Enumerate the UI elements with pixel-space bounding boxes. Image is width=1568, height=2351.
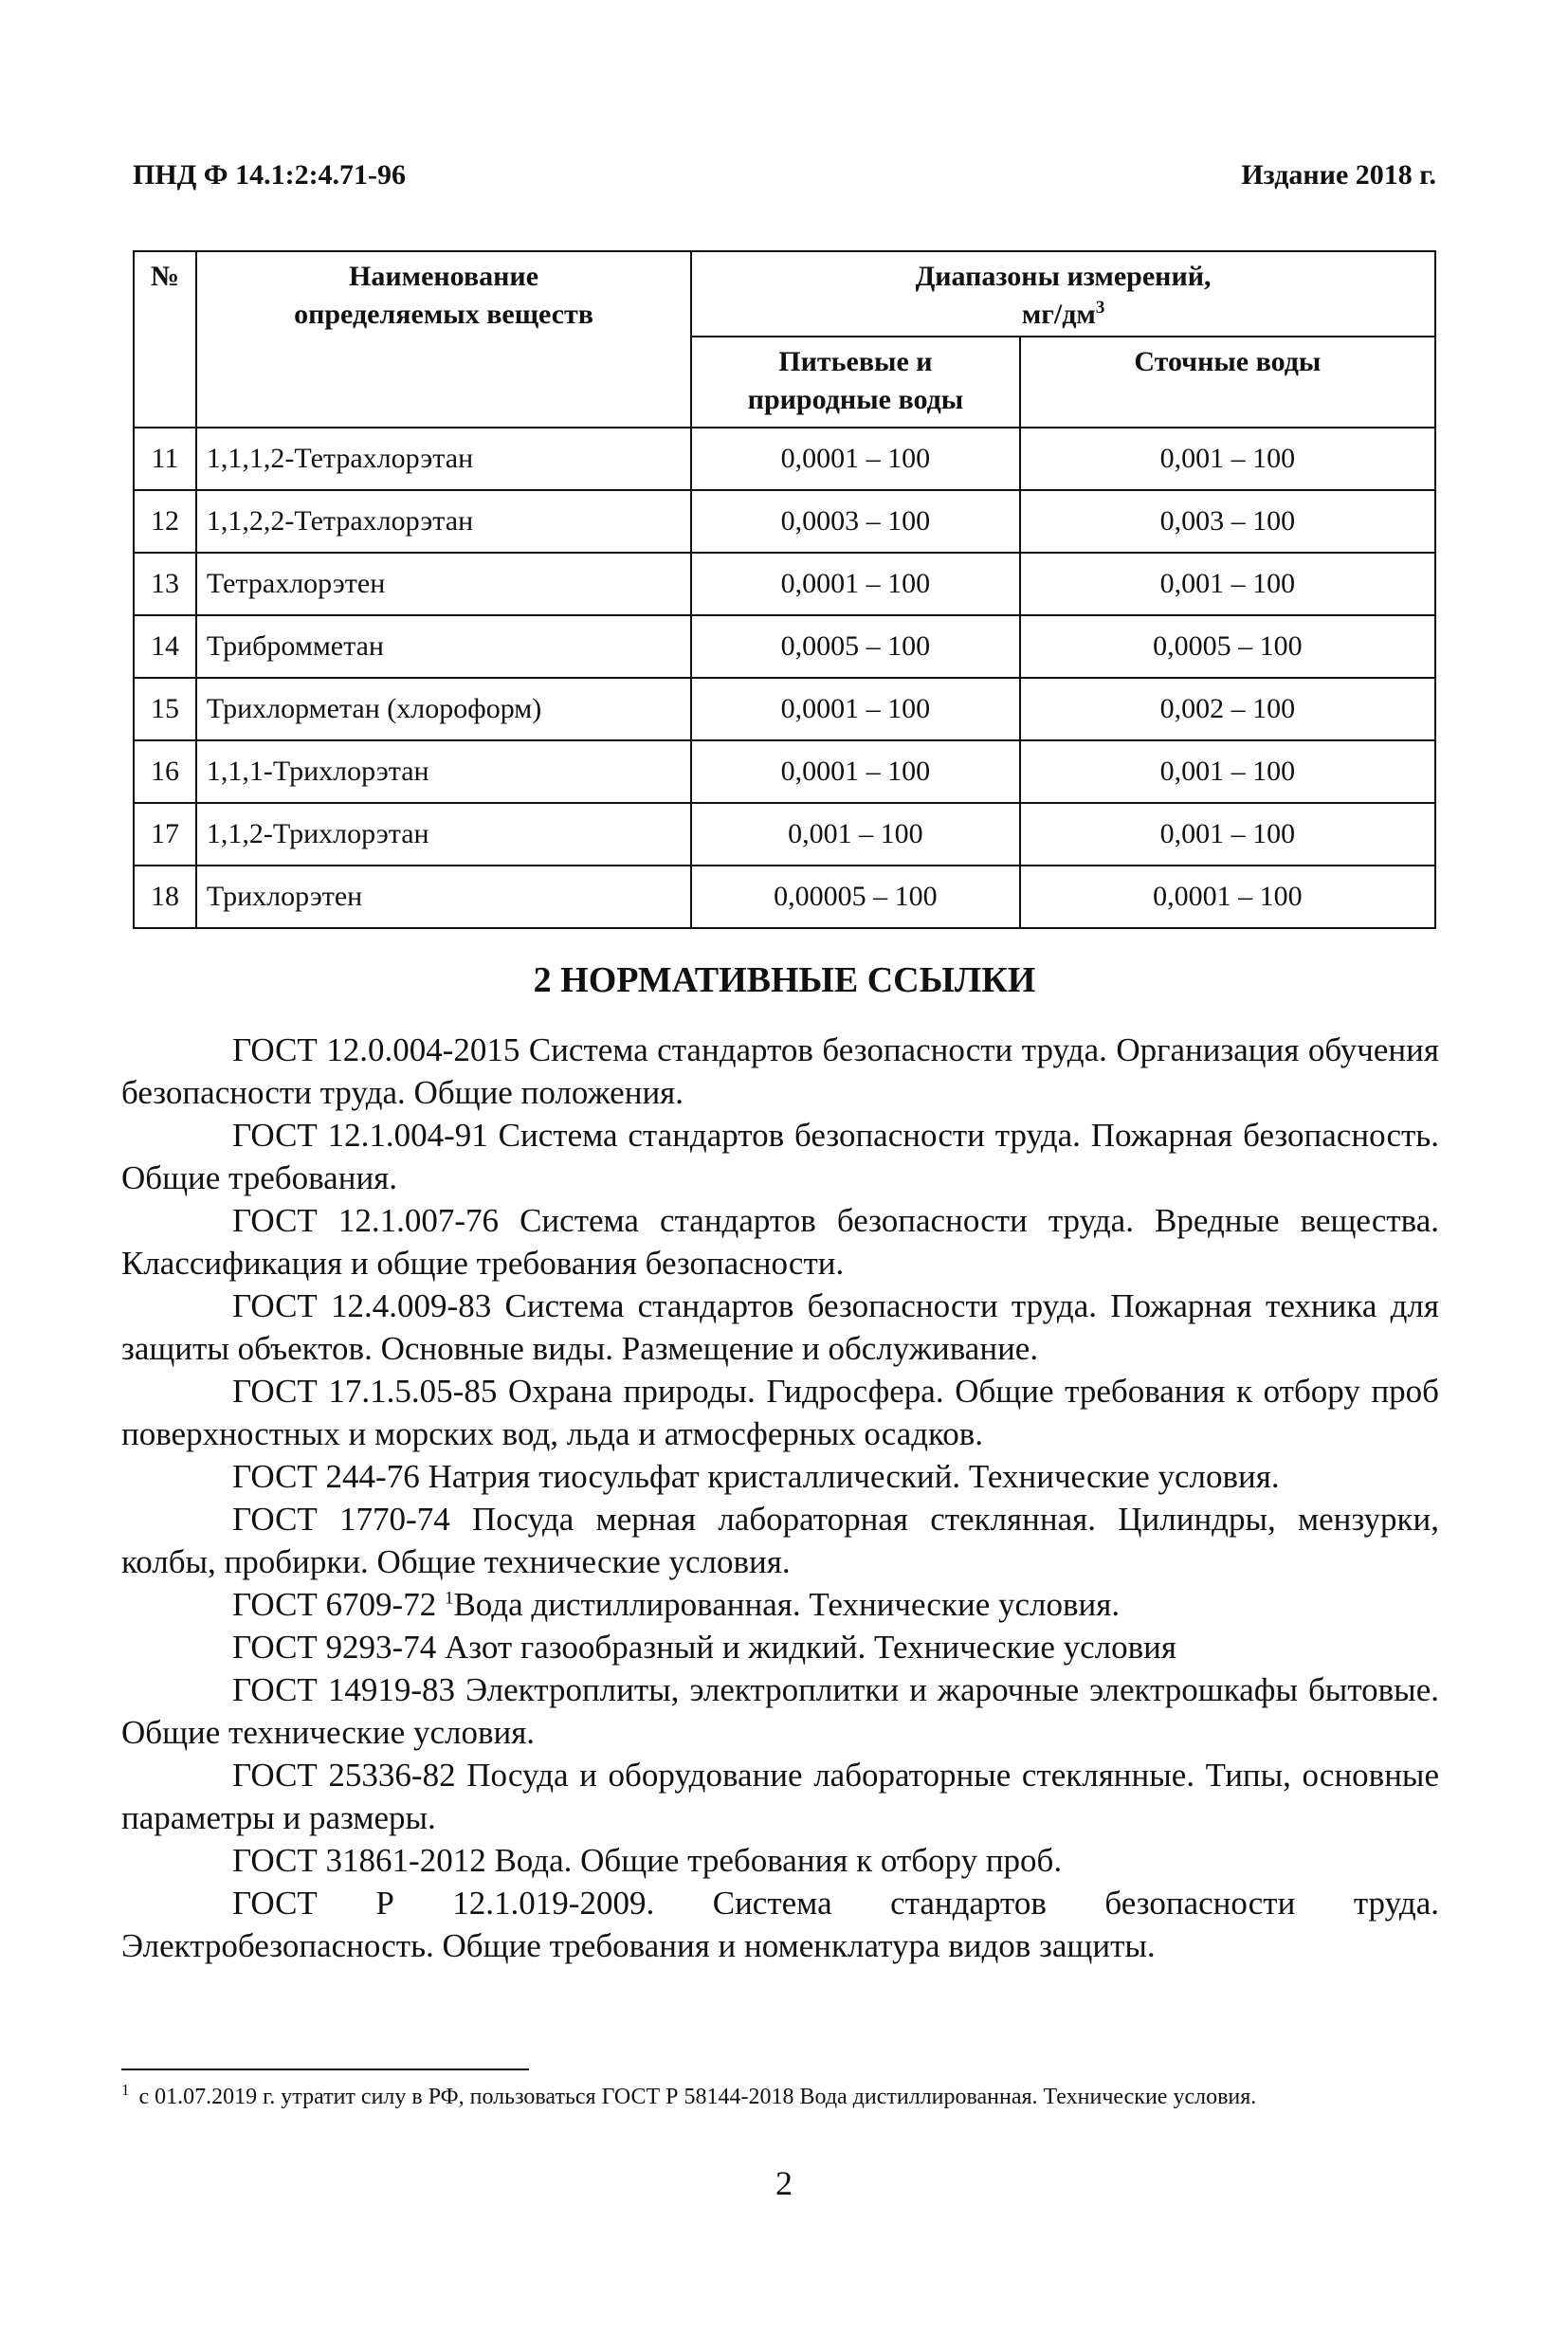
substance-name: Трибромметан	[196, 615, 691, 678]
drinking-water-range: 0,0005 – 100	[691, 615, 1020, 678]
row-number: 15	[134, 678, 196, 740]
footnote	[121, 2082, 1439, 2112]
drinking-water-range: 0,0001 – 100	[691, 553, 1020, 615]
reference-item: ГОСТ 9293-74 Азот газообразный и жидкий. Технические условия	[232, 1629, 1176, 1666]
substance-name: 1,1,2-Трихлорэтан	[196, 803, 691, 866]
waste-water-range: 0,002 – 100	[1020, 678, 1435, 740]
reference-item: ГОСТ 12.1.007-76 Система стандартов безопасности труда. Вредные вещества. Классификация и общие требования безопасности.	[121, 1202, 1439, 1282]
drinking-water-range: 0,0003 – 100	[691, 490, 1020, 553]
substance-name: 1,1,2,2-Тетрахлорэтан	[196, 490, 691, 553]
row-number: 11	[134, 428, 196, 490]
row-number: 13	[134, 553, 196, 615]
substance-name: Трихлорметан (хлороформ)	[196, 678, 691, 740]
reference-item: ГОСТ 17.1.5.05-85 Охрана природы. Гидросфера. Общие требования к отбору проб поверхностных и морских вод, льда и атмосферных осадков.	[121, 1373, 1439, 1452]
drinking-water-range: 0,0001 – 100	[691, 428, 1020, 490]
footnote-divider	[121, 2069, 529, 2070]
substance-name: Тетрахлорэтен	[196, 553, 691, 615]
waste-water-range: 0,001 – 100	[1020, 803, 1435, 866]
waste-water-range: 0,0001 – 100	[1020, 866, 1435, 928]
row-number: 17	[134, 803, 196, 866]
reference-item-footnoted: ГОСТ 6709-72 $^1$Вода дистиллированная. Технические условия.	[232, 1586, 1121, 1623]
substance-name: 1,1,1,2-Тетрахлорэтан	[196, 428, 691, 490]
document-code: ПНД Ф 14.1:2:4.71-96	[133, 159, 407, 191]
column-header-waste-water: Сточные воды	[1020, 337, 1435, 428]
row-number: 14	[134, 615, 196, 678]
table-row	[134, 678, 1435, 740]
footnote-marker: 1	[444, 1588, 454, 1609]
table-row	[134, 615, 1435, 678]
column-header-name: Наименование определяемых веществ	[196, 251, 691, 428]
reference-item: ГОСТ 14919-83 Электроплиты, электроплитки и жарочные электрошкафы бытовые. Общие технические условия.	[121, 1671, 1439, 1751]
reference-item: ГОСТ Р 12.1.019-2009. Система стандартов безопасности труда. Электробезопасность. Общие требования и номенклатура видов защиты.	[121, 1885, 1439, 1964]
column-header-ranges: Диапазоны измерений, $мг/дм^3$	[691, 251, 1435, 337]
reference-item: ГОСТ 25336-82 Посуда и оборудование лабораторные стеклянные. Типы, основные параметры и размеры.	[121, 1757, 1439, 1836]
reference-item: ГОСТ 1770-74 Посуда мерная лабораторная стеклянная. Цилиндры, мензурки, колбы, пробирки. Общие технические условия.	[121, 1501, 1439, 1580]
substance-name: Трихлорэтен	[196, 866, 691, 928]
normative-references-list	[121, 1029, 1439, 1967]
measurement-ranges-table	[133, 250, 1436, 929]
row-number: 12	[134, 490, 196, 553]
section-title: 2 НОРМАТИВНЫЕ ССЫЛКИ	[533, 960, 1036, 1000]
edition-year: Издание 2018 г.	[1241, 159, 1436, 191]
reference-item: ГОСТ 31861-2012 Вода. Общие требования к отбору проб.	[232, 1842, 1063, 1879]
drinking-water-range: 0,0001 – 100	[691, 740, 1020, 803]
table-row	[134, 553, 1435, 615]
row-number: 16	[134, 740, 196, 803]
waste-water-range: 0,001 – 100	[1020, 553, 1435, 615]
column-header-drinking-water: Питьевые и природные воды	[691, 337, 1020, 428]
page-header	[133, 159, 1436, 201]
column-header-number: №	[134, 251, 196, 428]
reference-item: ГОСТ 12.0.004-2015 Система стандартов безопасности труда. Организация обучения безопасности труда. Общие положения.	[121, 1031, 1439, 1111]
waste-water-range: 0,003 – 100	[1020, 490, 1435, 553]
drinking-water-range: 0,001 – 100	[691, 803, 1020, 866]
footnote-mark: 1	[121, 2081, 130, 2099]
table-row	[134, 428, 1435, 490]
table-row	[134, 803, 1435, 866]
reference-item: ГОСТ 12.1.004-91 Система стандартов безопасности труда. Пожарная безопасность. Общие требования.	[121, 1117, 1439, 1196]
row-number: 18	[134, 866, 196, 928]
drinking-water-range: 0,00005 – 100	[691, 866, 1020, 928]
reference-item: ГОСТ 12.4.009-83 Система стандартов безопасности труда. Пожарная техника для защиты объектов. Основные виды. Размещение и обслуживание.	[121, 1287, 1439, 1367]
table-row	[134, 740, 1435, 803]
table-header-row	[134, 251, 1435, 337]
page-number: 2	[775, 2164, 793, 2202]
table-row	[134, 866, 1435, 928]
table-row	[134, 490, 1435, 553]
waste-water-range: 0,001 – 100	[1020, 428, 1435, 490]
substance-name: 1,1,1-Трихлорэтан	[196, 740, 691, 803]
footnote-text: с 01.07.2019 г. утратит силу в РФ, пользоваться ГОСТ Р 58144-2018 Вода дистиллированная. Технические условия.	[138, 2085, 1257, 2109]
reference-item: ГОСТ 244-76 Натрия тиосульфат кристаллический. Технические условия.	[232, 1458, 1280, 1495]
drinking-water-range: 0,0001 – 100	[691, 678, 1020, 740]
waste-water-range: 0,0005 – 100	[1020, 615, 1435, 678]
waste-water-range: 0,001 – 100	[1020, 740, 1435, 803]
